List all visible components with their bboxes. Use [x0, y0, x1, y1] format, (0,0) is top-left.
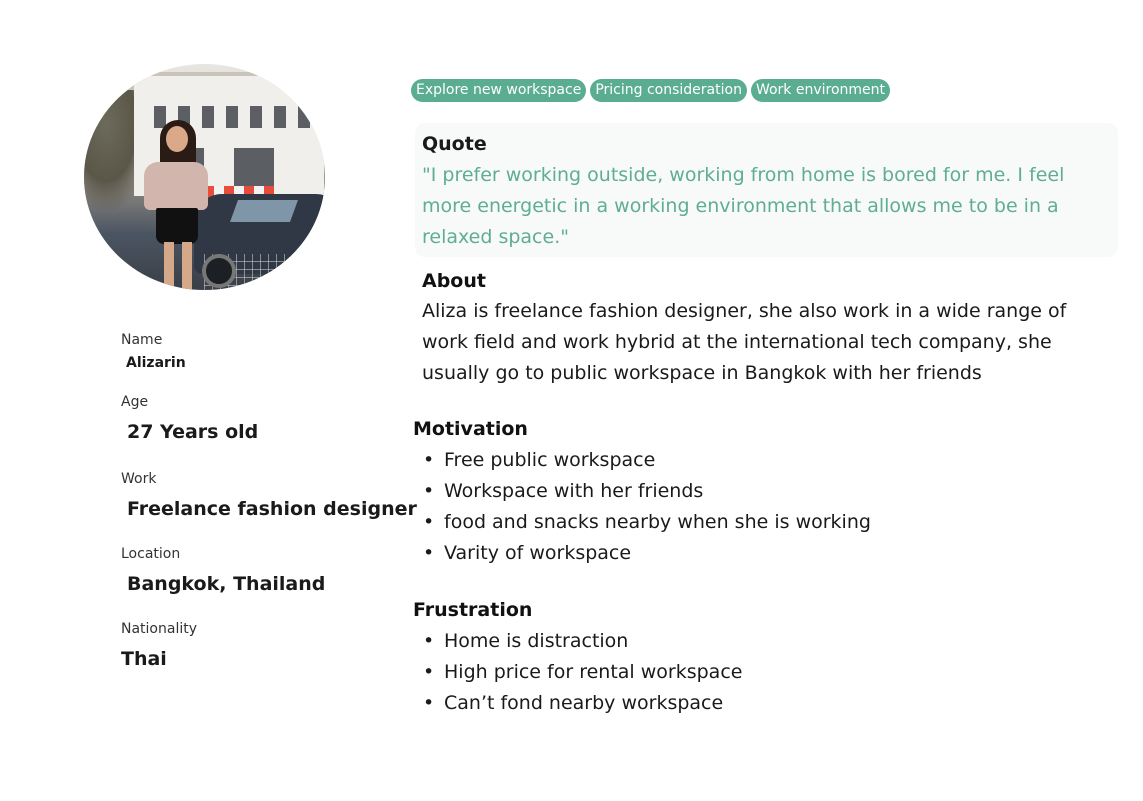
name-label: Name [121, 332, 163, 348]
photo-window [226, 106, 238, 128]
nationality-label: Nationality [121, 621, 198, 637]
work-value: Freelance fashion designer [127, 498, 417, 520]
photo-person-leg [164, 242, 174, 290]
photo-window [274, 106, 286, 128]
photo-door [234, 148, 274, 188]
about-text: Aliza is freelance fashion designer, she also work in a wide range of work field and work hybrid at the international tech company, she usually go to public workspace in Bangkok with her friends [422, 300, 1067, 384]
age-value: 27 Years old [127, 421, 259, 443]
quote-card [415, 123, 1118, 257]
name-value: Alizarin [126, 355, 186, 371]
photo-person-face [166, 126, 188, 152]
quote-text: "I prefer working outside, working from home is bored for me. I feel more energetic in a working environment that allows me to be in a relaxed space." [422, 164, 1065, 248]
list-item: • Home is distraction [420, 626, 742, 657]
tag-list [411, 79, 890, 102]
location-label: Location [121, 546, 181, 562]
photo-window [298, 106, 310, 128]
tag-pricing-consideration: Pricing consideration [590, 79, 747, 102]
photo-car-window [230, 200, 298, 222]
tag-explore-new-workspace: Explore new workspace [411, 79, 586, 102]
list-item: • Varity of workspace [420, 538, 871, 569]
location-value: Bangkok, Thailand [127, 573, 326, 595]
photo-person-leg [182, 242, 192, 290]
avatar [84, 64, 325, 290]
photo-car-wheel [202, 254, 236, 288]
photo-person-top [144, 162, 208, 210]
motivation-list [420, 445, 871, 569]
nationality-value: Thai [121, 648, 167, 670]
quote-title: Quote [422, 133, 487, 155]
photo-window [250, 106, 262, 128]
list-item: • High price for rental workspace [420, 657, 742, 688]
motivation-title: Motivation [413, 418, 528, 440]
list-item: • Free public workspace [420, 445, 871, 476]
list-item: • Can’t fond nearby workspace [420, 688, 742, 719]
frustration-list [420, 626, 742, 719]
list-item: • Workspace with her friends [420, 476, 871, 507]
work-label: Work [121, 471, 157, 487]
tag-work-environment: Work environment [751, 79, 890, 102]
age-label: Age [121, 394, 149, 410]
about-title: About [422, 270, 486, 292]
photo-person-skirt [156, 208, 198, 244]
frustration-title: Frustration [413, 599, 533, 621]
list-item: • food and snacks nearby when she is working [420, 507, 871, 538]
photo-window [202, 106, 214, 128]
